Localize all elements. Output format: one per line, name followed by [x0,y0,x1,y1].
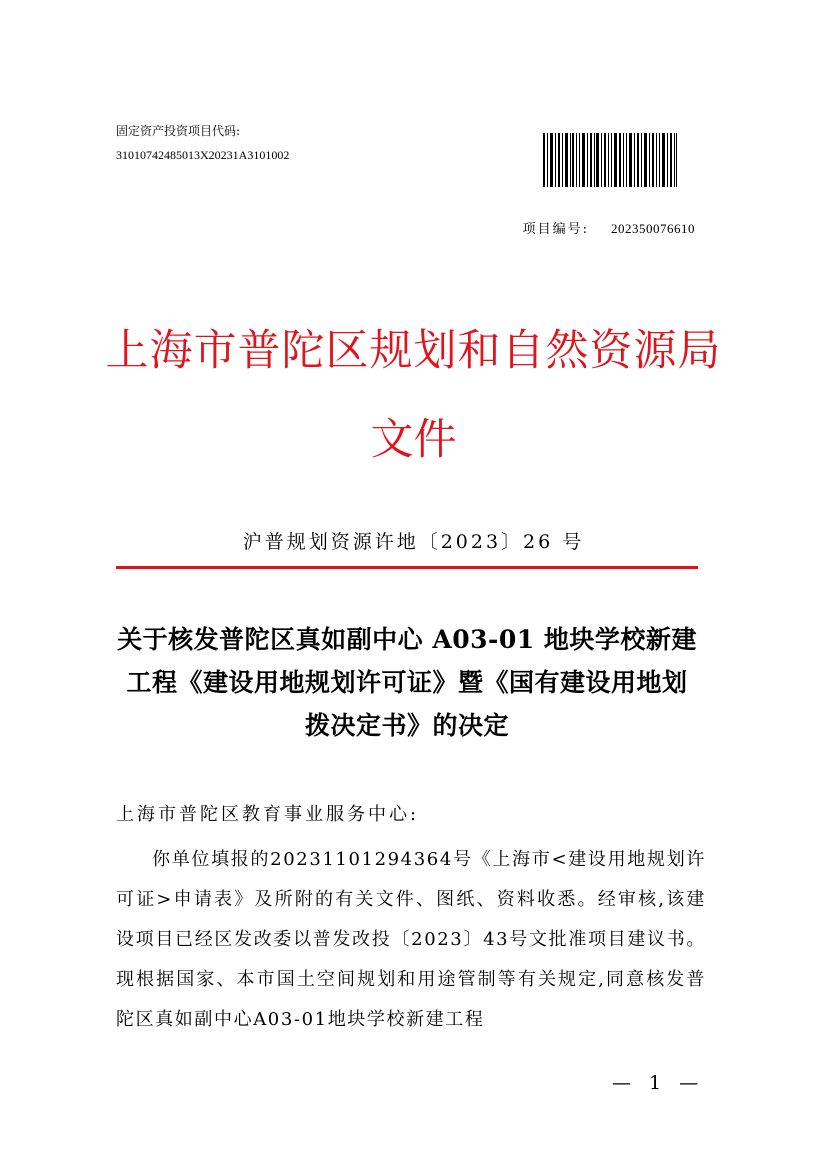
document-type-title: 文件 [370,416,457,464]
red-divider [116,566,698,569]
fixed-asset-code-label: 固定资产投资项目代码: [116,124,241,138]
project-number-label: 项目编号: [522,222,589,237]
document-number: 沪普规划资源许地〔2023〕26 号 [242,531,585,553]
barcode-icon [543,133,677,187]
issuing-authority-title: 上海市普陀区规划和自然资源局 [105,327,722,375]
project-number-value: 202350076610 [611,221,695,236]
project-number [523,218,695,237]
addressee: 上海市普陀区教育事业服务中心: [116,804,420,825]
document-subject: 关于核发普陀区真如副中心 A03-01 地块学校新建工程《建设用地规划许可证》暨《国有建设用地划拨决定书》的决定 [117,625,697,740]
fixed-asset-code-value: 31010742485013X20231A3101002 [116,148,290,162]
page-number: — 1 — [612,1072,705,1094]
body-paragraph: 你单位填报的20231101294364号《上海市<建设用地规划许可证>申请表》及所附的有关文件、图纸、资料收悉。经审核,该建设项目已经区发改委以普发改投〔2023〕43号文批准项目建议书。现根据国家、本市国土空间规划和用途管制等有关规定,同意核发普陀区真如副中心A03-01地块学校新建工程 [116,849,706,1030]
